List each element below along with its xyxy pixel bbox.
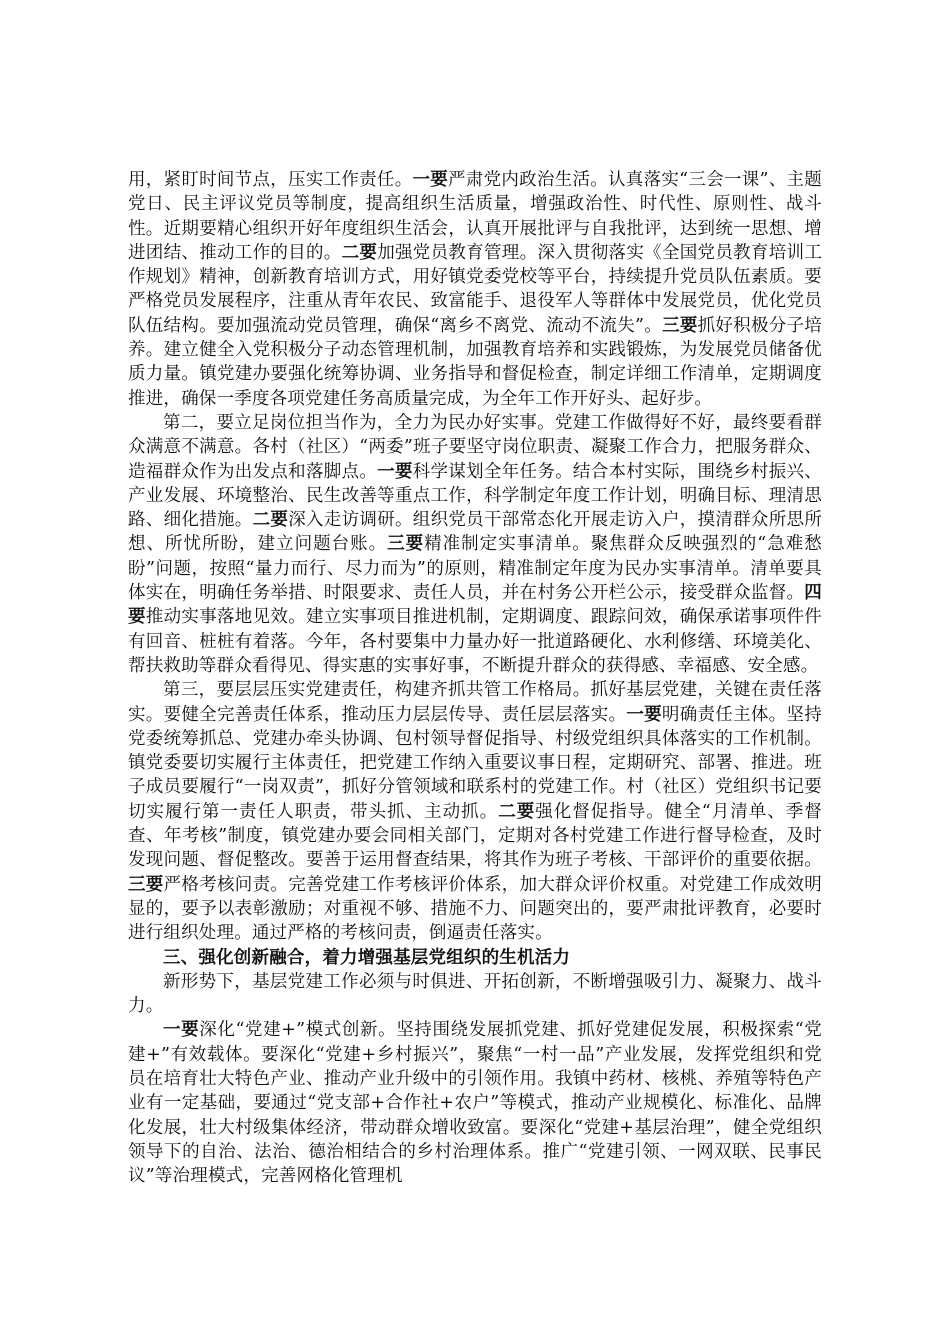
body-paragraph [128, 678, 822, 945]
text-run: 第三，要层层压实党建责任，构建齐抓共管工作格局。抓好基层党建，关键在责任落实。要健全完善责任体系，推动压力层层传导、责任层层落实。 [128, 680, 822, 725]
emphasis-marker: 一要 [377, 461, 413, 482]
body-paragraph [128, 970, 822, 1019]
text-run: 深入走访调研。组织党员干部常态化开展走访入户，摸清群众所思所想、所忧所盼，建立问题台账。 [128, 510, 823, 555]
text-run: 强化督促指导。健全“月清单、季督查、年考核”制度，镇党建办要会同相关部门，定期对各村党建工作进行督导检查，及时发现问题、督促整改。要善于运用督查结果，将其作为班子考核、干部评价的重要依据。 [128, 801, 823, 871]
text-run: 三、强化创新融合，着力增强基层党组织的生机活力 [163, 947, 571, 968]
emphasis-marker: 四要 [128, 583, 822, 628]
text-run: 精准制定实事清单。聚焦群众反映强烈的“急难愁盼”问题，按照“量力而行、尽力而为”的原则，精准制定年度为民办实事清单。清单要具体实在，明确任务举措、时限要求、责任人员，并在村务公开栏公示，接受群众监督。 [128, 534, 822, 604]
text-run: 用，紧盯时间节点，压实工作责任。 [128, 170, 413, 190]
text-run: 严格考核问责。完善党建工作考核评价体系，加大群众评价权重。对党建工作成效明显的，要予以表彰激励；对重视不够、措施不力、问题突出的，要严肃批评教育，必要时进行组织处理。通过严格的考核问责，倒逼责任落实。 [128, 874, 822, 944]
text-run: 严肃党内政治生活。认真落实“三会一课”、主题党日、民主评议党员等制度，提高组织生活质量，增强政治性、时代性、原则性、战斗性。近期要精心组织开好年度组织生活会，认真开展批评与自我批评，达到统一思想、增进团结、推动工作的目的。 [128, 170, 822, 263]
emphasis-marker: 三要 [128, 874, 164, 895]
document-page [128, 168, 822, 1188]
text-run: 抓好积极分子培养。建立健全入党积极分子动态管理机制，加强教育培养和实践锻炼，为发展党员储备优质力量。镇党建办要强化统筹协调、业务指导和督促检查，制定详细工作清单，定期调度推进，确保一季度各项党建任务高质量完成，为全年工作开好头、起好步。 [128, 315, 823, 409]
text-run: 推动实事落地见效。建立实事项目推进机制，定期调度、跟踪问效，确保承诺事项件件有回音、桩桩有着落。今年，各村要集中力量办好一批道路硬化、水利修缮、环境美化、帮扶救助等群众看得见、得实惠的实事好事，不断提升群众的获得感、幸福感、安全感。 [128, 607, 822, 676]
emphasis-marker: 二要 [252, 510, 289, 531]
body-paragraph [128, 411, 822, 678]
text-run: 明确责任主体。坚持党委统筹抓总、党建办牵头协调、包村领导督促指导、村级党组织具体落实的工作机制。镇党委要切实履行主体责任，把党建工作纳入重要议事日程，定期研究、部署、推进。班子成员要履行“一岗双责”，抓好分管领域和联系村的党建工作。村（社区）党组织书记要切实履行第一责任人职责，带头抓、主动抓。 [128, 704, 822, 822]
emphasis-marker: 二要 [498, 801, 536, 822]
section-heading [128, 946, 822, 970]
body-paragraph [128, 1018, 822, 1188]
body-paragraph [128, 168, 822, 411]
emphasis-marker: 三要 [387, 534, 425, 555]
text-run: 科学谋划全年任务。结合本村实际，围绕乡村振兴、产业发展、环境整治、民生改善等重点工作，科学制定年度工作计划，明确目标、理清思路、细化措施。 [128, 461, 822, 531]
text-run: 第二，要立足岗位担当作为，全力为民办好实事。党建工作做得好不好，最终要看群众满意不满意。各村（社区）“两委”班子要坚守岗位职责、凝聚工作合力，把服务群众、造福群众作为出发点和落脚点。 [128, 412, 822, 482]
text-run: 加强党员教育管理。深入贯彻落实《全国党员教育培训工作规划》精神，创新教育培训方式，用好镇党委党校等平台，持续提升党员队伍素质。要严格党员发展程序，注重从青年农民、致富能手、退役军人等群体中发展党员，优化党员队伍结构。要加强流动党员管理，确保“离乡不离党、流动不流失”。 [128, 242, 823, 336]
emphasis-marker: 二要 [341, 242, 378, 263]
emphasis-marker: 三要 [662, 315, 698, 336]
text-run: 新形势下，基层党建工作必须与时俱进、开拓创新，不断增强吸引力、凝聚力、战斗力。 [128, 971, 822, 1017]
text-run: 深化“党建+”模式创新。坚持围绕发展抓党建、抓好党建促发展，积极探索“党建+”有效载体。要深化“党建+乡村振兴”，聚焦“一村一品”产业发展，发挥党组织和党员在培育壮大特色产业、推动产业升级中的引领作用。我镇中药材、核桃、养殖等特色产业有一定基础，要通过“党支部+合作社+农户”等模式，推动产业规模化、标准化、品牌化发展，壮大村级集体经济，带动群众增收致富。要深化“党建+基层治理”，健全党组织领导下的自治、法治、德治相结合的乡村治理体系。推广“党建引领、一网双联、民事民议”等治理模式，完善网格化管理机 [128, 1020, 822, 1187]
emphasis-marker: 一要 [412, 170, 449, 190]
emphasis-marker: 一要 [626, 704, 662, 725]
emphasis-marker: 一要 [163, 1020, 200, 1041]
